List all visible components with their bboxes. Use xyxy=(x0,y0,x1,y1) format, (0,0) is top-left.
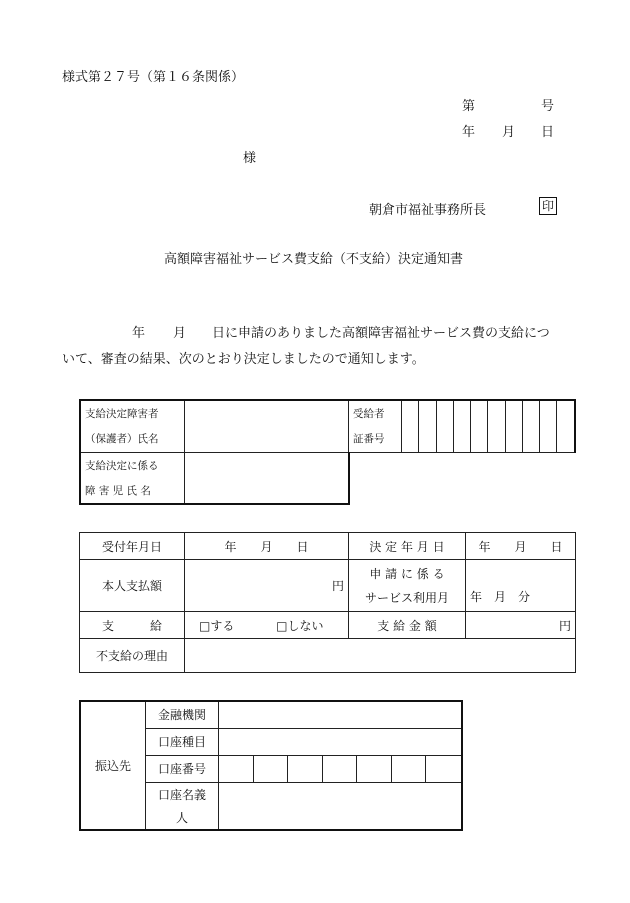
cert-digit-cell[interactable] xyxy=(402,400,419,452)
date-month: 月 xyxy=(502,125,516,140)
payment-amount-label: 支 給 金 額 xyxy=(349,612,466,639)
account-type-field[interactable] xyxy=(219,728,463,755)
cert-digit-cell[interactable] xyxy=(453,400,470,452)
body-line-2: いて、審査の結果、次のとおり決定しましたので通知します。 xyxy=(62,352,425,367)
account-holder-label-1: 口座名義 xyxy=(146,782,219,806)
child-name-field[interactable] xyxy=(185,452,349,504)
child-label-2: 障 害 児 氏 名 xyxy=(80,478,185,504)
account-digit-cell[interactable] xyxy=(253,755,288,782)
payment-amount-yen[interactable]: 円 xyxy=(466,612,576,639)
reason-field[interactable] xyxy=(185,639,576,673)
account-digit-cell[interactable] xyxy=(288,755,323,782)
account-type-label: 口座種目 xyxy=(146,728,219,755)
payment-choice xyxy=(185,612,349,639)
cert-digit-cell[interactable] xyxy=(540,400,557,452)
self-pay-label: 本人支払額 xyxy=(80,560,185,612)
decision-date-label: 決 定 年 月 日 xyxy=(349,533,466,560)
cert-digit-cell[interactable] xyxy=(557,400,575,452)
account-digit-cell[interactable] xyxy=(426,755,463,782)
account-digit-cell[interactable] xyxy=(391,755,426,782)
payment-yes-checkbox[interactable]: □する xyxy=(199,618,235,633)
form-number: 様式第２７号（第１６条関係） xyxy=(62,70,245,85)
recipient-label-1: 支給決定障害者 xyxy=(80,400,185,426)
body-paragraph xyxy=(62,321,560,373)
cert-digit-cell[interactable] xyxy=(436,400,453,452)
recipient-name-field[interactable] xyxy=(185,400,349,452)
decision-table xyxy=(79,532,576,673)
payment-label: 支 給 xyxy=(80,612,185,639)
transfer-table xyxy=(79,700,463,831)
received-date-label: 受付年月日 xyxy=(80,533,185,560)
account-number-label: 口座番号 xyxy=(146,755,219,782)
addressee-suffix: 様 xyxy=(243,151,257,166)
child-label-1: 支給決定に係る xyxy=(80,452,185,478)
document-title: 高額障害福祉サービス費支給（不支給）決定通知書 xyxy=(164,252,464,267)
service-month-label-2: サービス利用月 xyxy=(364,590,449,605)
bank-label: 金融機関 xyxy=(146,701,219,728)
service-month-value[interactable]: 年 月 分 xyxy=(466,560,576,612)
issuer-name: 朝倉市福祉事務所長 xyxy=(369,203,487,218)
doc-number-suffix: 号 xyxy=(541,99,555,114)
cert-digit-cell[interactable] xyxy=(505,400,522,452)
account-holder-field[interactable] xyxy=(219,782,463,830)
transfer-label: 振込先 xyxy=(80,701,146,830)
body-month: 月 xyxy=(173,326,187,341)
account-digit-cell[interactable] xyxy=(357,755,392,782)
account-holder-label-2: 人 xyxy=(146,806,219,830)
date-year: 年 xyxy=(462,125,476,140)
decision-date-value[interactable]: 年 月 日 xyxy=(466,533,576,560)
date-day: 日 xyxy=(541,125,555,140)
recipient-label-2: （保護者）氏名 xyxy=(80,426,185,452)
cert-digit-cell[interactable] xyxy=(419,400,436,452)
seal-mark: 印 xyxy=(539,197,557,215)
payment-no-checkbox[interactable]: □しない xyxy=(276,618,324,633)
cert-label-1: 受給者 xyxy=(349,400,402,426)
body-year: 年 xyxy=(132,326,146,341)
reason-label: 不支給の理由 xyxy=(80,639,185,673)
cert-digit-cell[interactable] xyxy=(522,400,539,452)
self-pay-yen[interactable]: 円 xyxy=(185,560,349,612)
service-month-label-1: 申 請 に 係 る xyxy=(369,566,445,581)
account-digit-cell[interactable] xyxy=(322,755,357,782)
cert-digit-cell[interactable] xyxy=(471,400,488,452)
cert-digit-cell[interactable] xyxy=(488,400,505,452)
body-line1-rest: 日に申請のありました高額障害福祉サービス費の支給につ xyxy=(212,326,550,341)
bank-field[interactable] xyxy=(219,701,463,728)
account-digit-cell[interactable] xyxy=(219,755,254,782)
received-date-value[interactable]: 年 月 日 xyxy=(185,533,349,560)
recipient-table xyxy=(79,399,576,505)
body-line-1 xyxy=(62,321,560,347)
doc-number-prefix: 第 xyxy=(462,99,476,114)
cert-label-2: 証番号 xyxy=(349,426,402,452)
service-month-label xyxy=(349,560,466,612)
